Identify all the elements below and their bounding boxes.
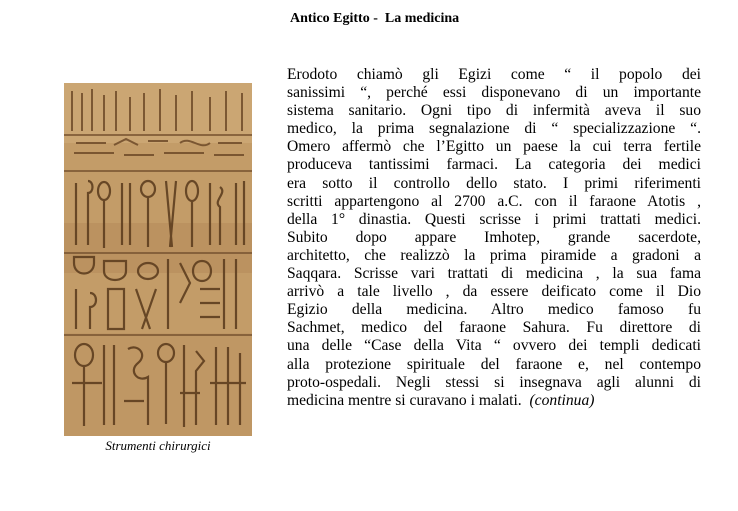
body-line: scritti appartengono al 2700 a.C. con il faraone Atotis , [287, 192, 701, 210]
body-line: proto-ospedali. Negli stessi si insegnava agli alunni di [287, 373, 701, 391]
body-line: della 1° dinastia. Questi scrisse i primi trattati medici. [287, 210, 701, 228]
article-body [287, 66, 701, 410]
body-line: arrivò a tale livello , da essere deificato come il Dio [287, 283, 701, 301]
body-line: Saqqara. Scrisse vari trattati di medicina , la sua fama [287, 265, 701, 283]
body-line: era sotto il controllo dello stato. I primi riferimenti [287, 174, 701, 192]
body-line: sanissimi “, perché essi disponevano di un importante [287, 84, 701, 102]
body-line: alla protezione spirituale del faraone e, nel contempo [287, 355, 701, 373]
body-line: Egizio della medicina. Altro medico famoso fu [287, 301, 701, 319]
body-line-last [287, 392, 701, 410]
body-line: sistema sanitario. Ogni tipo di infermità aveva il suo [287, 102, 701, 120]
body-line: architetto, che realizzò la prima piramide a gradoni a [287, 246, 701, 264]
body-line: produceva tantissimi farmaci. La categoria dei medici [287, 156, 701, 174]
body-line: Sachmet, medico del faraone Sahura. Fu direttore di [287, 319, 701, 337]
body-line: una delle “Case della Vita “ ovvero dei templi dedicati [287, 337, 701, 355]
hieroglyph-relief-illustration [64, 83, 252, 436]
surgical-instruments-relief-image [64, 83, 252, 436]
continuation-marker: (continua) [529, 391, 595, 409]
image-caption: Strumenti chirurgici [105, 438, 211, 453]
body-line: Omero affermò che l’Egitto un paese la cui terra fertile [287, 138, 701, 156]
page-title: Antico Egitto - La medicina [290, 11, 460, 26]
body-line-final-text: medicina mentre si curavano i malati. [287, 391, 522, 409]
body-line: Erodoto chiamò gli Egizi come “ il popolo dei [287, 66, 701, 83]
body-line: Subito dopo appare Imhotep, grande sacerdote, [287, 228, 701, 246]
body-line: medico, la prima segnalazione di “ specializzazione “. [287, 120, 701, 138]
